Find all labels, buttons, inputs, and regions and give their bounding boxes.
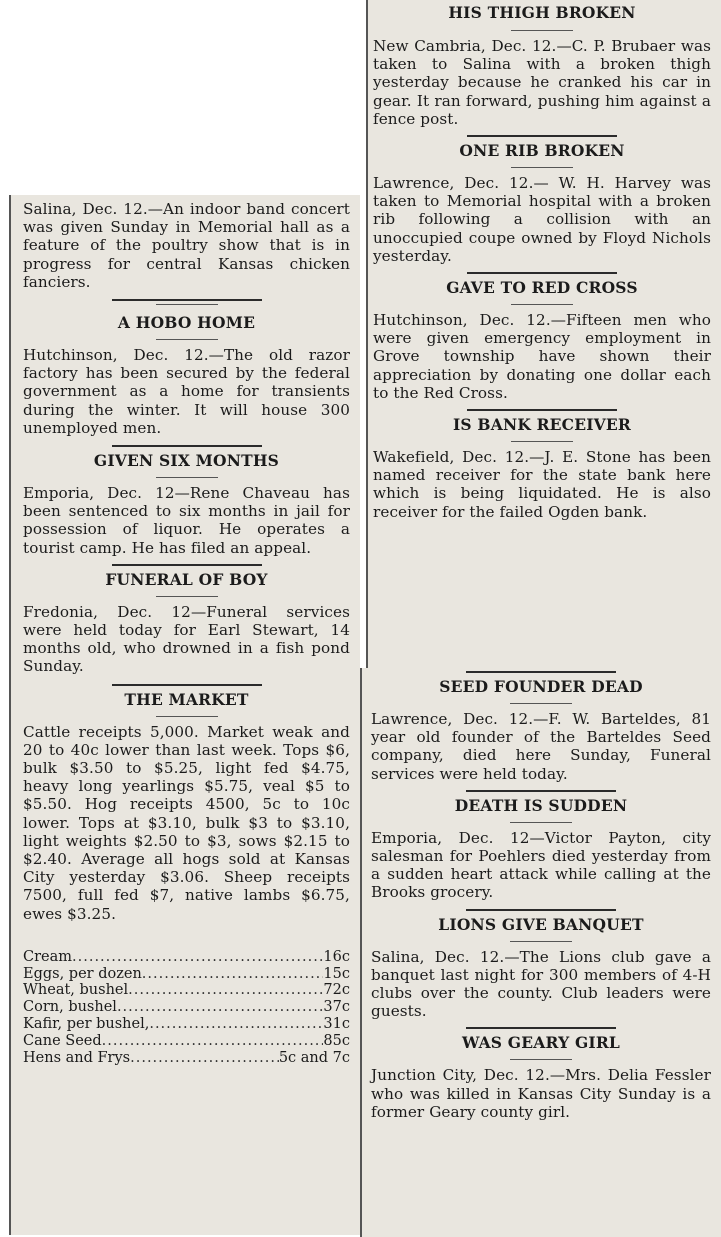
article-body-was-geary-girl: Junction City, Dec. 12.—Mrs. Delia Fessler who was killed in Kansas City Sunday is a former Geary county girl.: [371, 1066, 711, 1121]
market-price-row: [23, 982, 350, 999]
headline-rule: [510, 941, 572, 942]
article-body-one-rib-broken: Lawrence, Dec. 12.— W. H. Harvey was taken to Memorial hospital with a broken rib following a collision with an unoccupied coupe owned by Floyd Nichols yesterday.: [373, 174, 711, 265]
headline-rule: [511, 167, 573, 168]
market-price: 37c: [323, 999, 350, 1016]
article-body-the-market: Cattle receipts 5,000. Market weak and 20 to 40c lower than last week. Tops $6, bulk $3.50 to $5.25, light fed $4.75, heavy long yearlings $5.75, veal $5 to $5.50. Hog receipts 4500, 5c to 10c lower. Tops at $3.10, bulk $3 to $3.10, light weights $2.50 to $3, sows $2.15 to $2.40. Average all hogs sold at Kansas City yesterday $3.06. Sheep receipts 7500, full fed $7, native lambs $6.75, ewes $3.25.: [23, 722, 350, 923]
headline-rule: [156, 596, 218, 597]
column-rule: [467, 272, 617, 274]
market-price-row: [23, 999, 350, 1016]
headline-lions-give-banquet: LIONS GIVE BANQUET: [438, 914, 644, 934]
right-column-bottom: [360, 668, 721, 1237]
headline-rule: [511, 30, 573, 31]
column-rule: [466, 671, 616, 673]
left-column: [9, 195, 360, 1235]
column-rule: [466, 1027, 616, 1029]
column-rule: [112, 445, 262, 447]
article-body-is-bank-receiver: Wakefield, Dec. 12.—J. E. Stone has been named receiver for the state bank here which is being liquidated. He is also receiver for the failed Ogden bank.: [373, 448, 711, 521]
headline-his-thigh-broken: HIS THIGH BROKEN: [448, 3, 636, 22]
headline-gave-to-red-cross: GAVE TO RED CROSS: [446, 278, 638, 298]
headline-given-six-months: GIVEN SIX MONTHS: [93, 451, 280, 471]
market-price: 85c: [323, 1032, 350, 1049]
headline-rule: [156, 477, 218, 478]
headline-rule: [510, 1059, 572, 1060]
right-column-top: [366, 0, 721, 668]
article-body-funeral-of-boy: Fredonia, Dec. 12—Funeral services were held today for Earl Stewart, 14 months old, who drowned in a fish pond Sunday.: [23, 602, 350, 676]
article-body-hobo-home: Hutchinson, Dec. 12.—The old razor factory has been secured by the federal government as a home for transients during the winter. It will house 300 unemployed men.: [23, 346, 350, 437]
market-item: Wheat, bushel: [23, 982, 129, 999]
headline-rule: [511, 441, 573, 442]
headline-rule: [510, 822, 572, 823]
market-item: Kafir, per bushel,: [23, 1016, 150, 1033]
headline-hobo-home: A HOBO HOME: [117, 313, 256, 333]
market-price-row: [23, 1016, 350, 1033]
headline-was-geary-girl: WAS GEARY GIRL: [461, 1033, 621, 1053]
market-item: Cream: [23, 948, 73, 965]
market-price: 16c: [323, 948, 350, 965]
market-item: Cane Seed: [23, 1032, 102, 1049]
market-price-row: [23, 949, 350, 966]
headline-death-is-sudden: DEATH IS SUDDEN: [454, 795, 628, 815]
market-price: 15c: [323, 965, 350, 982]
article-body-concert: Salina, Dec. 12.—An indoor band concert was given Sunday in Memorial hall as a feature of the poultry show that is in progress for central Kansas chicken fanciers.: [23, 200, 350, 291]
market-price: 72c: [323, 982, 350, 999]
headline-rule: [511, 304, 573, 305]
market-price-table: [23, 949, 350, 1067]
headline-rule: [156, 716, 218, 717]
article-body-gave-to-red-cross: Hutchinson, Dec. 12.—Fifteen men who were given emergency employment in Grove township have shown their appreciation by donating one dollar each to the Red Cross.: [373, 311, 711, 402]
headline-rule: [510, 703, 572, 704]
headline-one-rib-broken: ONE RIB BROKEN: [459, 141, 625, 161]
headline-rule: [156, 339, 218, 340]
article-body-given-six-months: Emporia, Dec. 12—Rene Chaveau has been sentenced to six months in jail for possession of liquor. He operates a tourist camp. He has filed an appeal.: [23, 484, 350, 557]
headline-funeral-of-boy: FUNERAL OF BOY: [105, 569, 268, 589]
headline-the-market: THE MARKET: [124, 689, 249, 709]
column-rule: [156, 304, 218, 305]
headline-is-bank-receiver: IS BANK RECEIVER: [452, 415, 632, 435]
headline-seed-founder-dead: SEED FOUNDER DEAD: [439, 677, 643, 696]
article-body-seed-founder-dead: Lawrence, Dec. 12.—F. W. Barteldes, 81 year old founder of the Barteldes Seed company, died here Sunday, Funeral services were held today.: [371, 710, 711, 783]
column-rule: [466, 790, 616, 792]
column-rule: [467, 135, 617, 137]
market-price-row: [23, 1050, 350, 1067]
market-item: Corn, bushel: [23, 999, 117, 1016]
market-price: 5c and 7c: [278, 1049, 350, 1066]
market-price-row: [23, 1033, 350, 1050]
column-rule: [112, 564, 262, 566]
article-body-death-is-sudden: Emporia, Dec. 12—Victor Payton, city salesman for Poehlers died yesterday from a sudden heart attack while calling at the Brooks grocery.: [371, 828, 711, 902]
article-body-his-thigh-broken: New Cambria, Dec. 12.—C. P. Brubaer was taken to Salina with a broken thigh yesterday because he cranked his car in gear. It ran forward, pushing him against a fence post.: [373, 37, 711, 128]
article-body-lions-give-banquet: Salina, Dec. 12.—The Lions club gave a banquet last night for 300 members of 4-H clubs over the county. Club leaders were guests.: [371, 947, 711, 1021]
market-item: Eggs, per dozen: [23, 965, 142, 982]
column-rule: [112, 684, 262, 686]
column-rule: [467, 409, 617, 411]
market-price: 31c: [323, 1016, 350, 1033]
market-price-row: [23, 966, 350, 983]
column-rule: [466, 909, 616, 911]
market-item: Hens and Frys: [23, 1049, 131, 1066]
